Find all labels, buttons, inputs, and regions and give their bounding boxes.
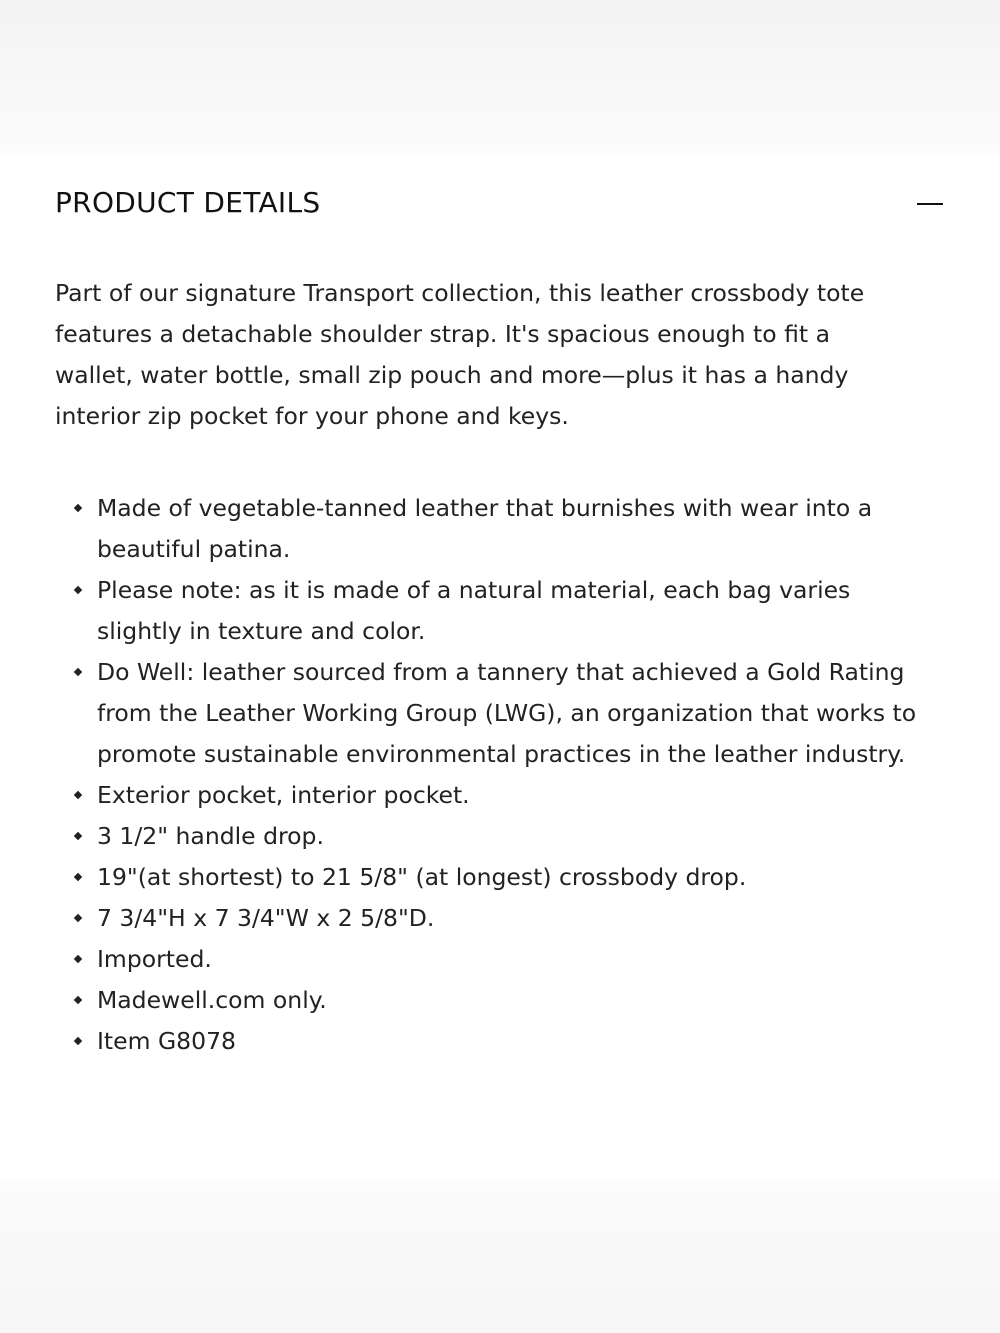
list-item-text: Imported. bbox=[97, 945, 212, 973]
list-item-text: Item G8078 bbox=[97, 1027, 236, 1055]
list-item-text: Exterior pocket, interior pocket. bbox=[97, 781, 470, 809]
product-description: Part of our signature Transport collection, this leather crossbody tote features a detachable shoulder strap. It's spacious enough to fit a wallet, water bottle, small zip pouch and more—plus it has a handy interior zip pocket for your phone and keys. bbox=[55, 279, 865, 430]
list-item bbox=[55, 939, 925, 980]
bullet-icon bbox=[74, 996, 82, 1004]
minus-icon bbox=[917, 203, 943, 205]
list-item-text: 7 3/4"H x 7 3/4"W x 2 5/8"D. bbox=[97, 904, 435, 932]
bullet-icon bbox=[74, 914, 82, 922]
list-item-text: 3 1/2" handle drop. bbox=[97, 822, 324, 850]
list-item-text: 19"(at shortest) to 21 5/8" (at longest) crossbody drop. bbox=[97, 863, 747, 891]
list-item bbox=[55, 775, 925, 816]
bottom-background bbox=[0, 1180, 1000, 1333]
bullet-icon bbox=[74, 832, 82, 840]
bullet-icon bbox=[74, 1037, 82, 1045]
list-item-text: Madewell.com only. bbox=[97, 986, 327, 1014]
collapse-toggle-button[interactable] bbox=[905, 183, 945, 223]
bullet-icon bbox=[74, 586, 82, 594]
bullet-icon bbox=[74, 873, 82, 881]
list-item bbox=[55, 488, 925, 570]
list-item bbox=[55, 570, 925, 652]
product-details-header[interactable] bbox=[55, 183, 945, 223]
bullet-icon bbox=[74, 791, 82, 799]
section-title: PRODUCT DETAILS bbox=[55, 186, 321, 219]
product-details-panel bbox=[0, 153, 1000, 1180]
list-item bbox=[55, 898, 925, 939]
top-background bbox=[0, 0, 1000, 153]
bullet-icon bbox=[74, 955, 82, 963]
list-item bbox=[55, 1021, 925, 1062]
list-item-text: Made of vegetable-tanned leather that burnishes with wear into a beautiful patina. bbox=[97, 494, 873, 563]
list-item bbox=[55, 857, 925, 898]
list-item bbox=[55, 816, 925, 857]
list-item-text: Please note: as it is made of a natural material, each bag varies slightly in texture and color. bbox=[97, 576, 851, 645]
list-item bbox=[55, 652, 925, 775]
bullet-icon bbox=[74, 668, 82, 676]
bullet-icon bbox=[74, 504, 82, 512]
list-item-text: Do Well: leather sourced from a tannery that achieved a Gold Rating from the Leather Working Group (LWG), an organization that works to promote sustainable environmental practices in the leather industry. bbox=[97, 658, 917, 768]
list-item bbox=[55, 980, 925, 1021]
feature-list bbox=[55, 488, 925, 1062]
